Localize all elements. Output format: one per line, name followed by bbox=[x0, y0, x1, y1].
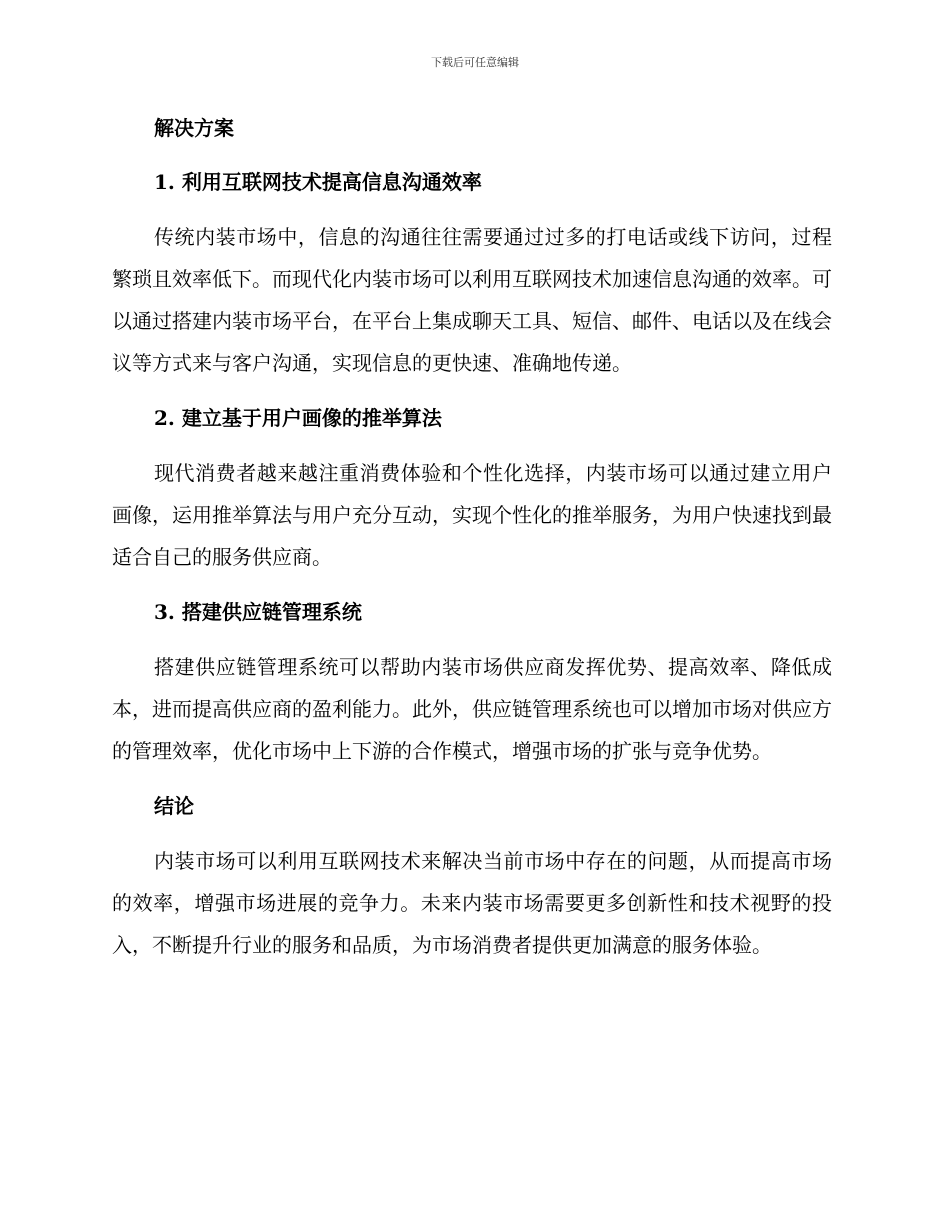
item1-paragraph: 传统内装市场中，信息的沟通往往需要通过过多的打电话或线下访问，过程繁琐且效率低下。而现代化内装市场可以利用互联网技术加速信息沟通的效率。可以通过搭建内装市场平台，在平台上集成聊天工具、短信、邮件、电话以及在线会议等方式来与客户沟通，实现信息的更快速、准确地传递。 bbox=[112, 225, 832, 375]
item2-paragraph: 现代消费者越来越注重消费体验和个性化选择，内装市场可以通过建立用户画像，运用推举算法与用户充分互动，实现个性化的推举服务，为用户快速找到最适合自己的服务供应商。 bbox=[112, 461, 832, 569]
item2-heading: 2. 建立基于用户画像的推举算法 bbox=[154, 406, 442, 430]
conclusion-paragraph: 内装市场可以利用互联网技术来解决当前市场中存在的问题，从而提高市场的效率，增强市场进展的竞争力。未来内装市场需要更多创新性和技术视野的投入，不断提升行业的服务和品质，为市场消费者提供更加满意的服务体验。 bbox=[112, 849, 832, 957]
item3-heading: 3. 搭建供应链管理系统 bbox=[154, 600, 362, 624]
section-title: 解决方案 bbox=[154, 116, 234, 140]
item1-heading: 1. 利用互联网技术提高信息沟通效率 bbox=[154, 170, 482, 194]
header-note: 下载后可任意编辑 bbox=[431, 56, 519, 69]
document-body bbox=[112, 108, 832, 980]
item3-paragraph: 搭建供应链管理系统可以帮助内装市场供应商发挥优势、提高效率、降低成本，进而提高供应商的盈利能力。此外，供应链管理系统也可以增加市场对供应方的管理效率，优化市场中上下游的合作模式，增强市场的扩张与竞争优势。 bbox=[112, 655, 832, 763]
conclusion-title: 结论 bbox=[154, 794, 194, 818]
